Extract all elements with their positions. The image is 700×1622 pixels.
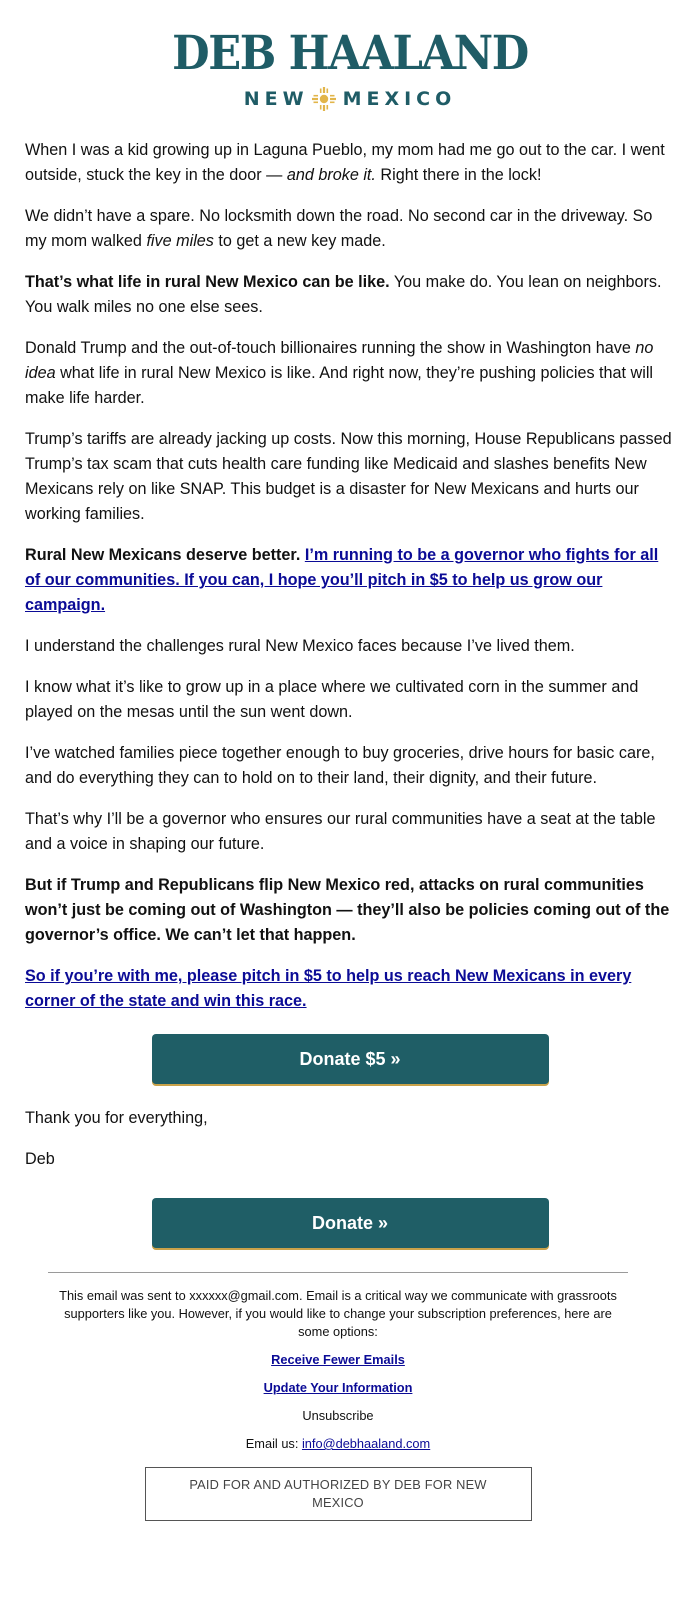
paragraph: But if Trump and Republicans flip New Mexico red, attacks on rural communities won’t just be coming out of Washington — they’ll also be policies coming out of the governor’s office. We can’t let that happen. (25, 876, 670, 944)
zia-sun-icon (311, 86, 337, 112)
donate-5-wrap (25, 1034, 675, 1084)
logo-state-left: NEW (243, 88, 309, 110)
paragraph: Trump’s tariffs are already jacking up costs. Now this morning, House Republicans passed Trump’s tax scam that cuts health care funding like Medicaid and slashes benefits New Mexicans rely on like SNAP. This budget is a disaster for New Mexicans and hurts our working families. (25, 430, 672, 523)
paragraph: That’s what life in rural New Mexico can be like. You make do. You lean on neighbors. You walk miles no one else sees. (25, 273, 662, 316)
paragraph (25, 964, 675, 1014)
signature: Deb (25, 1150, 55, 1168)
pitch-in-link[interactable]: So if you’re with me, please pitch in $5 to help us reach New Mexicans in every corner of the state and win this race. (25, 967, 632, 1010)
letter-body (0, 118, 700, 1248)
donate-wrap (25, 1198, 675, 1248)
logo-state (0, 86, 700, 112)
unsubscribe-link[interactable]: Unsubscribe (302, 1408, 374, 1423)
donate-5-button[interactable]: Donate $5 » (152, 1034, 549, 1084)
email-address-link[interactable]: info@debhaaland.com (301, 1436, 431, 1451)
paragraph: We didn’t have a spare. No locksmith down the road. No second car in the driveway. So my mom walked five miles to get a new key made. (25, 207, 653, 250)
paragraph: I’ve watched families piece together enough to buy groceries, drive hours for basic care, and do everything they can to hold on to their land, their dignity, and their future. (25, 744, 655, 787)
logo-state-right: MEXICO (342, 88, 457, 110)
paragraph: Rural New Mexicans deserve better. I’m running to be a governor who fights for all of our communities. If you can, I hope you’ll pitch in $5 to help us grow our campaign. (25, 546, 659, 614)
campaign-logo (0, 0, 700, 118)
email-footer (48, 1272, 628, 1521)
donate-button[interactable]: Donate » (152, 1198, 549, 1248)
paragraph: Donald Trump and the out-of-touch billionaires running the show in Washington have no idea what life in rural New Mexico is like. And right now, they’re pushing policies that will make life harder. (25, 339, 654, 407)
logo-name: DEB HAALAND (172, 26, 528, 81)
paid-for-disclaimer: PAID FOR AND AUTHORIZED BY DEB FOR NEW MEXICO (145, 1467, 532, 1521)
footer-notice: This email was sent to xxxxxx@gmail.com. Email is a critical way we communicate with grassroots supporters like you. However, if you would like to change your subscription preferences, here are some options: (59, 1288, 617, 1339)
paragraph: That’s why I’ll be a governor who ensures our rural communities have a seat at the table and a voice in shaping our future. (25, 810, 656, 853)
paragraph: When I was a kid growing up in Laguna Pueblo, my mom had me go out to the car. I went outside, stuck the key in the door — and broke it. Right there in the lock! (25, 141, 665, 184)
receive-fewer-emails-link[interactable]: Receive Fewer Emails (271, 1352, 405, 1367)
paragraph: I understand the challenges rural New Mexico faces because I’ve lived them. (25, 637, 575, 655)
contact-email: Email us: info@debhaaland.com (245, 1436, 431, 1451)
paragraph: I know what it’s like to grow up in a place where we cultivated corn in the summer and played on the mesas until the sun went down. (25, 678, 639, 721)
donate-link[interactable]: I’m running to be a governor who fights for all of our communities. If you can, I hope you’ll pitch in $5 to help us grow our campaign. (25, 546, 659, 614)
signoff: Thank you for everything, (25, 1109, 208, 1127)
update-information-link[interactable]: Update Your Information (263, 1380, 413, 1395)
